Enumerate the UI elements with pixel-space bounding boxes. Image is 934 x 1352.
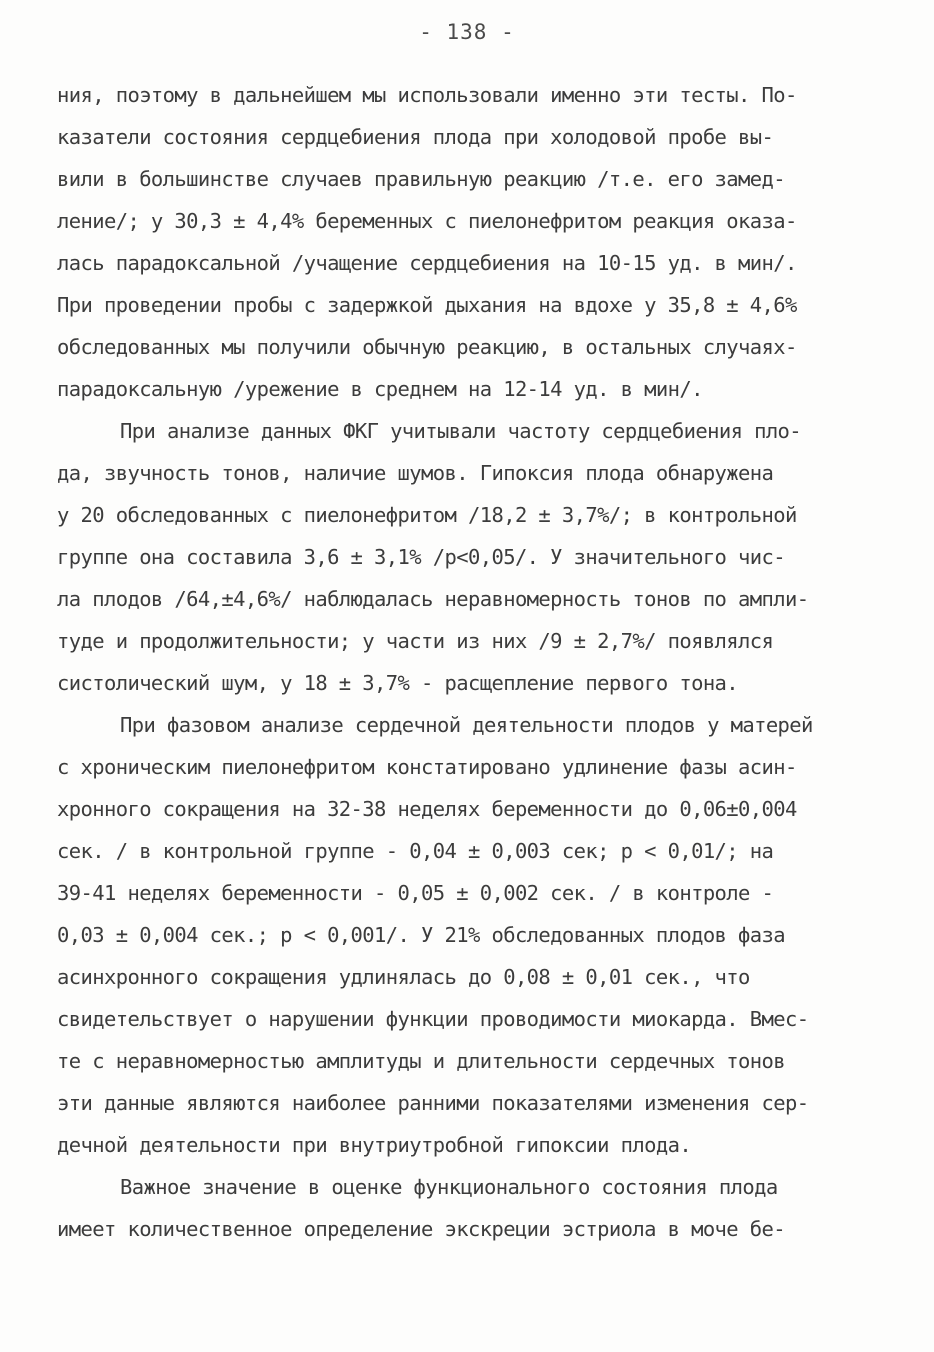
text-line: свидетельствует о нарушении функции проводимости миокарда. Вмес-	[57, 1007, 809, 1031]
text-line: При фазовом анализе сердечной деятельности плодов у матерей	[120, 713, 813, 737]
text-line: те с неравномерностью амплитуды и длительности сердечных тонов	[57, 1049, 786, 1073]
paragraph-1	[57, 74, 877, 410]
text-line: При анализе данных ФКГ учитывали частоту сердцебиения пло-	[120, 419, 802, 443]
text-line: асинхронного сокращения удлинялась до 0,08 ± 0,01 сек., что	[57, 965, 750, 989]
text-line: ление/; у 30,3 ± 4,4% беременных с пиелонефритом реакция оказа-	[57, 209, 797, 233]
text-line: туде и продолжительности; у части из них /9 ± 2,7%/ появлялся	[57, 629, 774, 653]
text-line: группе она составила 3,6 ± 3,1% /p<0,05/. У значительного чис-	[57, 545, 786, 569]
text-line: При проведении пробы с задержкой дыхания на вдохе у 35,8 ± 4,6%	[57, 293, 797, 317]
paragraph-2	[57, 410, 877, 704]
text-line: систолический шум, у 18 ± 3,7% - расщепление первого тона.	[57, 671, 739, 695]
text-line: 0,03 ± 0,004 сек.; p < 0,001/. У 21% обследованных плодов фаза	[57, 923, 786, 947]
body-text	[57, 74, 877, 1250]
text-line: лась парадоксальной /учащение сердцебиения на 10-15 уд. в мин/.	[57, 251, 797, 275]
text-line: ния, поэтому в дальнейшем мы использовали именно эти тесты. По-	[57, 83, 797, 107]
page-number: - 138 -	[419, 20, 515, 44]
text-line: да, звучность тонов, наличие шумов. Гипоксия плода обнаружена	[57, 461, 774, 485]
text-line: 39-41 неделях беременности - 0,05 ± 0,002 сек. / в контроле -	[57, 881, 774, 905]
text-line: хронного сокращения на 32-38 неделях беременности до 0,06±0,004	[57, 797, 797, 821]
text-line: ла плодов /64,±4,6%/ наблюдалась неравномерность тонов по ампли-	[57, 587, 809, 611]
text-line: вили в большинстве случаев правильную реакцию /т.е. его замед-	[57, 167, 786, 191]
text-line: эти данные являются наиболее ранними показателями изменения сер-	[57, 1091, 809, 1115]
text-line: Важное значение в оценке функционального состояния плода	[120, 1175, 778, 1199]
text-line: у 20 обследованных с пиелонефритом /18,2 ± 3,7%/; в контрольной	[57, 503, 797, 527]
paragraph-4	[57, 1166, 877, 1250]
text-line: казатели состояния сердцебиения плода при холодовой пробе вы-	[57, 125, 774, 149]
text-line: с хроническим пиелонефритом констатировано удлинение фазы асин-	[57, 755, 797, 779]
text-line: парадоксальную /урежение в среднем на 12-14 уд. в мин/.	[57, 377, 703, 401]
text-line: дечной деятельности при внутриутробной гипоксии плода.	[57, 1133, 692, 1157]
text-line: обследованных мы получили обычную реакцию, в остальных случаях-	[57, 335, 797, 359]
paragraph-3	[57, 704, 877, 1166]
text-line: имеет количественное определение экскреции эстриола в моче бе-	[57, 1217, 786, 1241]
text-line: сек. / в контрольной группе - 0,04 ± 0,003 сек; p < 0,01/; на	[57, 839, 774, 863]
